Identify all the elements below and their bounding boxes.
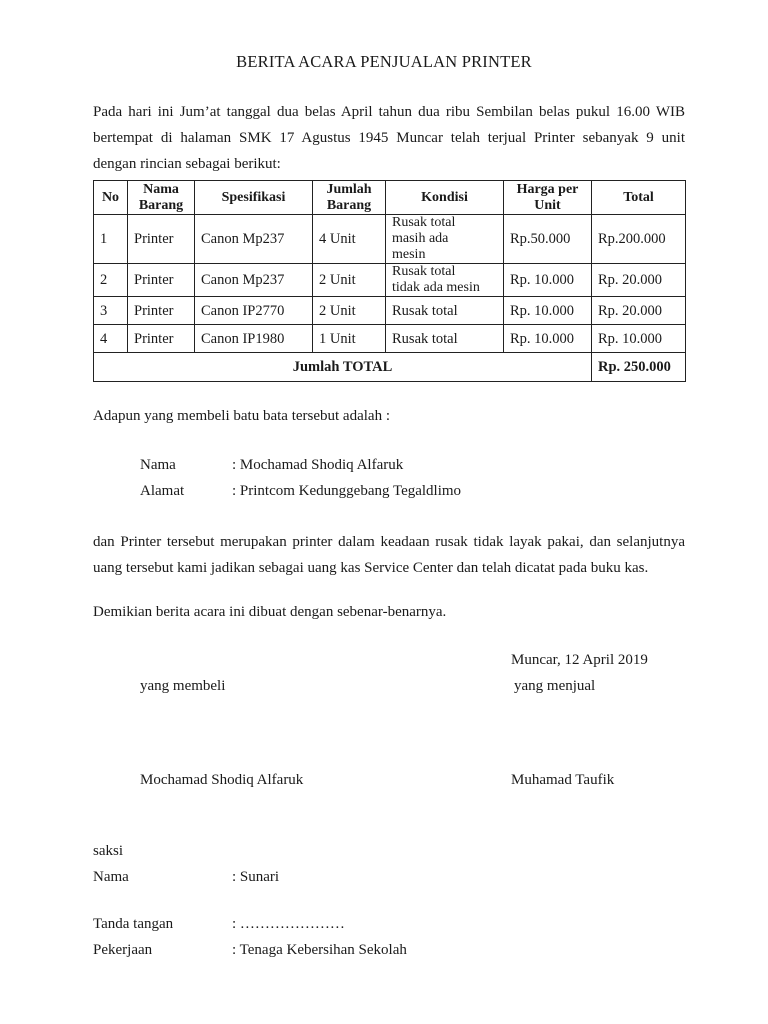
cell-kondisi: Rusak total <box>386 297 504 325</box>
cell-no: 4 <box>94 325 128 353</box>
buyer-intro: Adapun yang membeli batu bata tersebut adalah : <box>93 408 390 424</box>
table-row <box>94 264 686 297</box>
intro-line-2: bertempat di halaman SMK 17 Agustus 1945 Muncar telah terjual Printer sebanyak 9 unit <box>93 130 685 146</box>
header-nama-barang: Nama Barang <box>128 181 195 215</box>
closing-paragraph <box>93 529 685 581</box>
buyer-address-label: Alamat <box>140 483 185 499</box>
cell-nama: Printer <box>128 215 195 264</box>
cell-total: Rp.200.000 <box>592 215 686 264</box>
intro-line-3: dengan rincian sebagai berikut: <box>93 156 281 172</box>
cell-jumlah: 1 Unit <box>313 325 386 353</box>
document-title: BERITA ACARA PENJUALAN PRINTER <box>236 52 532 71</box>
cell-jumlah: 4 Unit <box>313 215 386 264</box>
table-total-row <box>94 353 686 382</box>
table-header-row <box>94 181 686 215</box>
cell-harga: Rp. 10.000 <box>504 297 592 325</box>
sales-table <box>93 180 686 382</box>
cell-harga: Rp.50.000 <box>504 215 592 264</box>
cell-spesifikasi: Canon IP2770 <box>195 297 313 325</box>
cell-no: 3 <box>94 297 128 325</box>
buyer-name-label: Nama <box>140 457 176 473</box>
witness-job-value: : Tenaga Kebersihan Sekolah <box>232 942 407 958</box>
buyer-address-value: : Printcom Kedunggebang Tegaldlimo <box>232 483 462 499</box>
cell-harga: Rp. 10.000 <box>504 264 592 297</box>
closing-line-2: uang tersebut kami jadikan sebagai uang kas Service Center dan telah dicatat pada buku kas. <box>93 560 649 576</box>
cell-kondisi: Rusak total <box>386 325 504 353</box>
table-row <box>94 325 686 353</box>
cell-harga: Rp. 10.000 <box>504 325 592 353</box>
cell-jumlah: 2 Unit <box>313 264 386 297</box>
header-spesifikasi: Spesifikasi <box>195 181 313 215</box>
header-kondisi: Kondisi <box>386 181 504 215</box>
seller-sign-label: yang menjual <box>514 678 596 694</box>
witness-name-label: Nama <box>93 869 129 885</box>
cell-kondisi: Rusak total tidak ada mesin <box>386 264 504 297</box>
header-total: Total <box>592 181 686 215</box>
cell-spesifikasi: Canon Mp237 <box>195 215 313 264</box>
witness-signature-label: Tanda tangan <box>93 916 174 932</box>
witness-signature-value: : ………………… <box>232 916 345 932</box>
cell-spesifikasi: Canon Mp237 <box>195 264 313 297</box>
closing-line-1: dan Printer tersebut merupakan printer dalam keadaan rusak tidak layak pakai, dan selanjutnya <box>93 534 685 550</box>
cell-nama: Printer <box>128 297 195 325</box>
table-row <box>94 215 686 264</box>
cell-spesifikasi: Canon IP1980 <box>195 325 313 353</box>
cell-no: 2 <box>94 264 128 297</box>
seller-sign-name: Muhamad Taufik <box>511 772 615 788</box>
cell-jumlah: 2 Unit <box>313 297 386 325</box>
buyer-sign-label: yang membeli <box>140 678 226 694</box>
cell-total: Rp. 20.000 <box>592 264 686 297</box>
header-jumlah-barang: Jumlah Barang <box>313 181 386 215</box>
witness-heading: saksi <box>93 843 123 859</box>
intro-line-1: Pada hari ini Jum’at tanggal dua belas April tahun dua ribu Sembilan belas pukul 16.00 WIB <box>93 104 685 120</box>
place-date: Muncar, 12 April 2019 <box>511 652 648 668</box>
statement: Demikian berita acara ini dibuat dengan sebenar-benarnya. <box>93 604 447 620</box>
cell-total: Rp. 20.000 <box>592 297 686 325</box>
witness-name-value: : Sunari <box>232 869 280 885</box>
cell-nama: Printer <box>128 325 195 353</box>
total-label: Jumlah TOTAL <box>94 353 592 382</box>
table-row <box>94 297 686 325</box>
cell-nama: Printer <box>128 264 195 297</box>
cell-kondisi: Rusak total masih ada mesin <box>386 215 504 264</box>
header-harga-per-unit: Harga per Unit <box>504 181 592 215</box>
header-no: No <box>94 181 128 215</box>
cell-no: 1 <box>94 215 128 264</box>
total-value: Rp. 250.000 <box>592 353 686 382</box>
intro-paragraph <box>93 99 685 177</box>
witness-job-label: Pekerjaan <box>93 942 153 958</box>
cell-total: Rp. 10.000 <box>592 325 686 353</box>
buyer-sign-name: Mochamad Shodiq Alfaruk <box>140 772 304 788</box>
buyer-name-value: : Mochamad Shodiq Alfaruk <box>232 457 404 473</box>
